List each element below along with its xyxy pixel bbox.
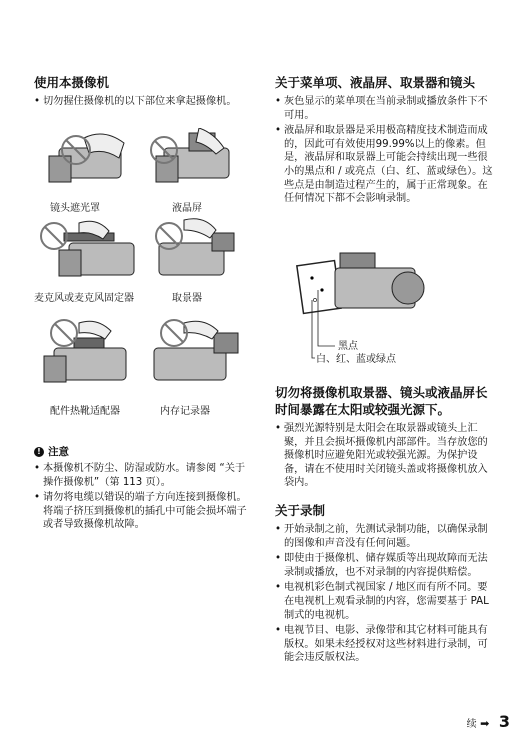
arrow-right-icon: ➡: [480, 717, 490, 730]
figure-lens-hood: [49, 134, 124, 182]
figure-microphone: [41, 221, 134, 276]
intro-item: • 切勿握住摄像机的以下部位来拿起摄像机。: [34, 95, 249, 109]
caution-icon: !: [34, 447, 44, 457]
note-block: [34, 444, 249, 534]
section-title-menu-lcd: 关于菜单项、液晶屏、取景器和镜头: [275, 75, 476, 90]
list-item: • 灰色显示的菜单项在当前录制或播放条件下不可用。: [275, 95, 495, 122]
list-item: • 即使由于摄像机、储存媒质等出现故障而无法录制或播放，也不对录制的内容提供赔偿。: [275, 552, 495, 579]
caption-hot-shoe-adapter: 配件热靴适配器: [50, 406, 120, 417]
page-footer: [467, 712, 510, 731]
section-title-recording: 关于录制: [275, 502, 326, 518]
lcd-dots-figure: [290, 248, 430, 363]
list-item: • 液晶屏和取景器是采用极高精度技术制造而成的，因此可有效使用99.99%以上的像素。但是，液晶屏和取景器上可能会持续出现一些很小的黑点和 / 或亮点（白、红、蓝或绿色）。这些点是由制造过程产生的，属于正常现象。在任何情况下都不会影响录制。: [275, 124, 495, 206]
caption-lcd-screen: 液晶屏: [172, 203, 202, 214]
figure-memory-recorder: [154, 320, 238, 380]
section-title-sun-warning: 切勿将摄像机取景器、镜头或液晶屏长时间暴露在太阳或较强光源下。: [275, 385, 488, 417]
list-item: • 开始录制之前，先测试录制功能，以确保录制的图像和声音没有任何问题。: [275, 523, 495, 550]
right-column: [275, 74, 495, 208]
list-item: • 电视机彩色制式视国家 / 地区而有所不同。要在电视机上观看录制的内容，您需要基于 PAL 制式的电视机。: [275, 581, 495, 622]
left-column: [34, 74, 249, 111]
caption-microphone: 麦克风或麦克风固定器: [34, 293, 134, 304]
note-title: 注意: [48, 446, 69, 458]
label-black-dots: 黑点: [338, 341, 358, 352]
continued-label: 续: [466, 719, 477, 730]
camera-handling-figures: [34, 128, 249, 408]
section-title-using-camera: 使用本摄像机: [34, 75, 110, 90]
caption-memory-recorder: 内存记录器: [160, 406, 210, 417]
sun-warning-section: [275, 384, 495, 667]
list-item: • 强烈光源特别是太阳会在取景器或镜头上汇聚，并且会损坏摄像机内部部件。当存放您的摄像机时应避免阳光或较强光源。为保护设备，请在不使用时关闭镜头盖或将摄像机放入袋内。: [275, 422, 495, 490]
note-heading: [34, 444, 249, 459]
caption-lens-hood: 镜头遮光罩: [50, 203, 100, 214]
figure-viewfinder: [156, 219, 234, 275]
label-colored-dots: 白、红、蓝或绿点: [316, 354, 396, 365]
figure-lcd-screen: [151, 128, 229, 182]
list-item: • 电视节目、电影、录像带和其它材料可能具有版权。如果未经授权对这些材料进行录制，可能会违反版权法。: [275, 624, 495, 665]
caption-viewfinder: 取景器: [172, 293, 202, 304]
figure-hot-shoe-adapter: [44, 320, 126, 382]
note-item: • 请勿将电缆以错误的端子方向连接到摄像机。将端子挤压到摄像机的插孔中可能会损坏端子或者导致摄像机故障。: [34, 491, 249, 532]
page-number: 3: [498, 712, 510, 731]
note-item: • 本摄像机不防尘、防湿或防水。请参阅 “关于操作摄像机”（第 113 页）。: [34, 462, 249, 489]
